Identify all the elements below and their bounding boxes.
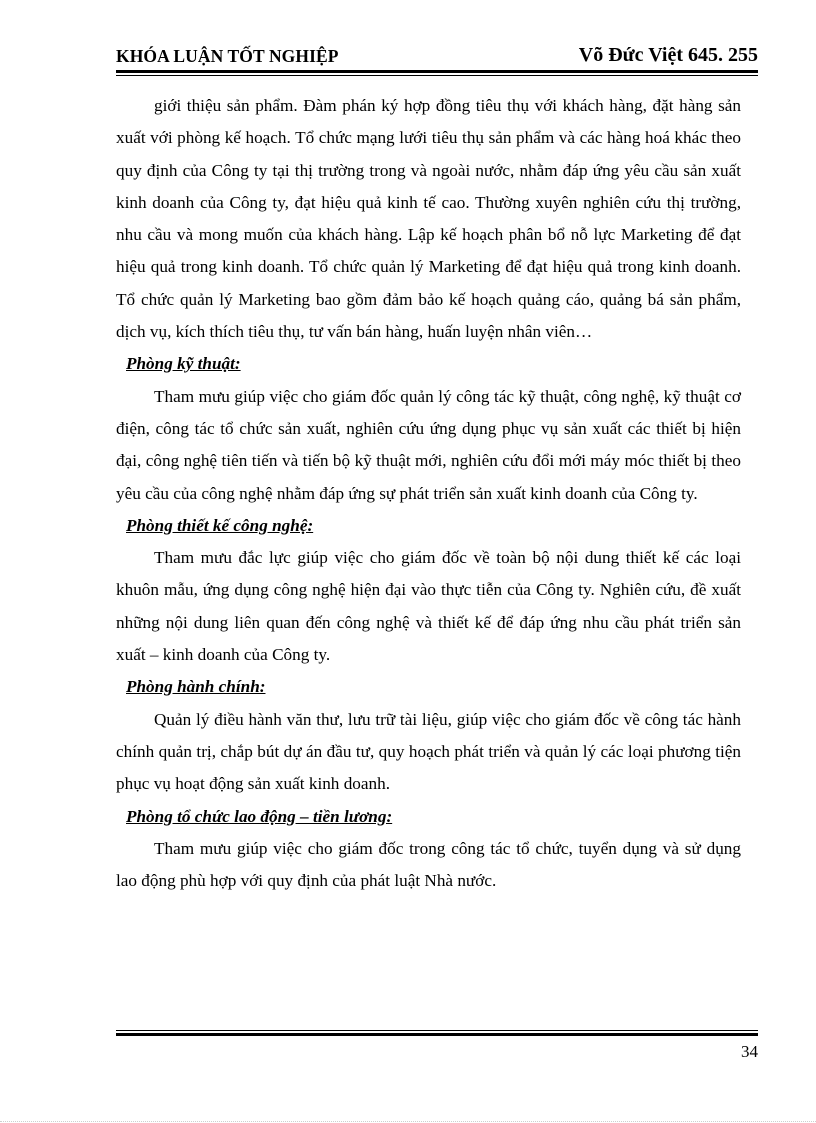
page-number: 34 — [741, 1042, 758, 1061]
section-text-thiet-ke-cong-nghe: Tham mưu đắc lực giúp việc cho giám đốc về toàn bộ nội dung thiết kế các loại khuôn mẫu, ứng dụng công nghệ hiện đại vào thực tiễn của Công ty. Nghiên cứu, đề xuất những nội dung liên quan đến công nghệ và thiết kế để đáp ứng nhu cầu phát triển sản xuất – kinh doanh của Công ty. — [116, 548, 741, 665]
section-heading-thiet-ke-cong-nghe: Phòng thiết kế công nghệ: — [126, 515, 314, 535]
section-text-hanh-chinh: Quản lý điều hành văn thư, lưu trữ tài liệu, giúp việc cho giám đốc về công tác hành chính quản trị, chắp bút dự án đầu tư, quy hoạch phát triển và quản lý các loại phương tiện phục vụ hoạt động sản xuất kinh doanh. — [116, 709, 741, 794]
section-text-ky-thuat: Tham mưu giúp việc cho giám đốc quản lý công tác kỹ thuật, công nghệ, kỹ thuật cơ điện, công tác tổ chức sản xuất, nghiên cứu ứng dụng phục vụ sản xuất các thiết bị hiện đại, công nghệ tiên tiến và tiến bộ kỹ thuật mới, nghiên cứu đổi mới máy móc thiết bị theo yêu cầu của công nghệ nhằm đáp ứng sự phát triển sản xuất kinh doanh của Công ty. — [116, 386, 741, 503]
intro-paragraph: giới thiệu sản phẩm. Đàm phán ký hợp đồng tiêu thụ với khách hàng, đặt hàng sản xuất với phòng kế hoạch. Tổ chức mạng lưới tiêu thụ sản phẩm và các hàng hoá khác theo quy định của Công ty tại thị trường trong và ngoài nước, nhằm đáp ứng yêu cầu sản xuất kinh doanh của Công ty, đạt hiệu quả kinh tế cao. Thường xuyên nghiên cứu thị trường, nhu cầu và mong muốn của khách hàng. Lập kế hoạch phân bổ nỗ lực Marketing để đạt hiệu quả trong kinh doanh. Tổ chức quản lý Marketing để đạt hiệu quả trong kinh doanh. Tổ chức quản lý Marketing bao gồm đảm bảo kế hoạch quảng cáo, quảng bá sản phẩm, dịch vụ, kích thích tiêu thụ, tư vấn bán hàng, huấn luyện nhân viên… — [116, 96, 741, 342]
section-text-to-chuc-lao-dong: Tham mưu giúp việc cho giám đốc trong công tác tổ chức, tuyển dụng và sử dụng lao động phù hợp với quy định của phát luật Nhà nước. — [116, 838, 741, 891]
footer-divider — [116, 1033, 758, 1036]
section-heading-ky-thuat: Phòng kỹ thuật: — [126, 354, 241, 374]
header-divider — [116, 70, 758, 73]
footer-divider-thin — [116, 1030, 758, 1031]
page-body — [116, 90, 741, 897]
header-divider-thin — [116, 75, 758, 76]
document-title: KHÓA LUẬN TỐT NGHIỆP — [116, 46, 339, 66]
page-bottom-edge — [0, 1121, 816, 1122]
page-header — [116, 44, 758, 70]
author-name: Võ Đức Việt 645. 255 — [578, 44, 758, 66]
section-heading-to-chuc-lao-dong: Phòng tổ chức lao động – tiền lương: — [126, 806, 393, 826]
section-heading-hanh-chinh: Phòng hành chính: — [126, 677, 266, 697]
